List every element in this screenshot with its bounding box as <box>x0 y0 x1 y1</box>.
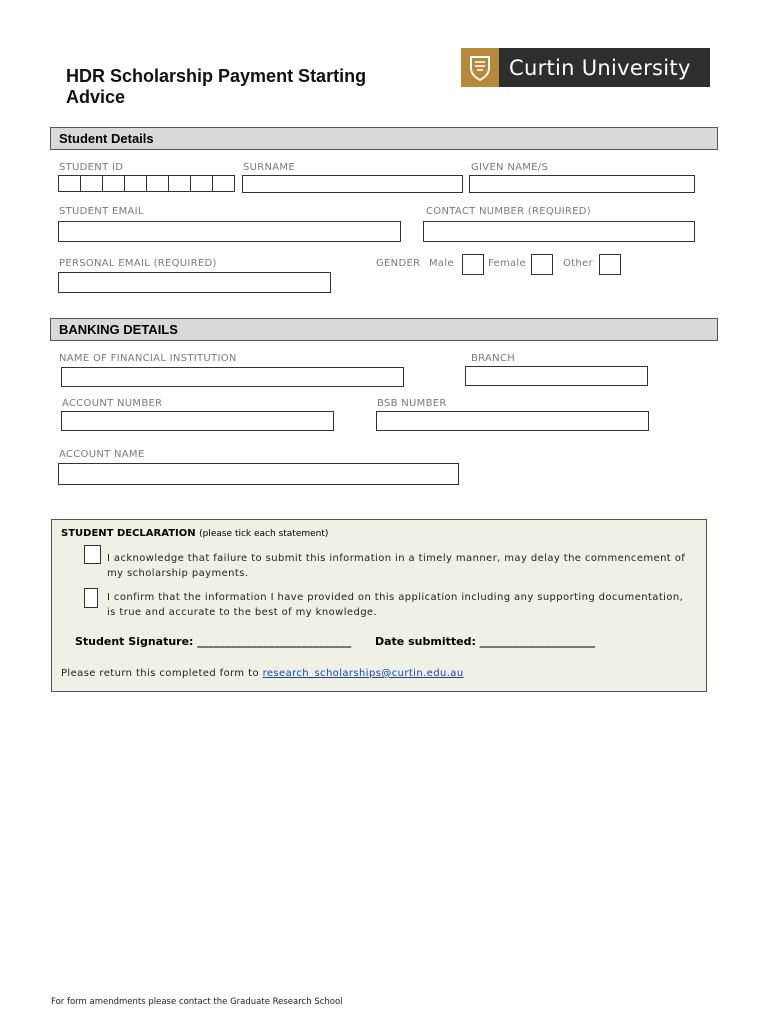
acknowledge-statement: I acknowledge that failure to submit this information in a timely manner, may delay the commencement of my scholarship payments. <box>107 553 686 579</box>
gender-male-label: Male <box>429 258 454 269</box>
account-number-label: ACCOUNT NUMBER <box>62 398 163 409</box>
confirm-checkbox[interactable] <box>84 588 98 608</box>
footer-note: For form amendments please contact the Graduate Research School <box>51 997 343 1007</box>
surname-label: SURNAME <box>243 162 295 173</box>
student-email-label: STUDENT EMAIL <box>59 206 144 217</box>
personal-email-label: PERSONAL EMAIL (REQUIRED) <box>59 258 217 269</box>
acknowledge-checkbox[interactable] <box>84 545 101 564</box>
date-submitted-line[interactable]: Date submitted: _____________________ <box>375 635 596 648</box>
institution-label: NAME OF FINANCIAL INSTITUTION <box>59 353 237 364</box>
branch-input[interactable] <box>465 366 648 386</box>
student-id-digit[interactable] <box>58 175 81 192</box>
surname-input[interactable] <box>242 175 463 193</box>
student-id-digit[interactable] <box>190 175 213 192</box>
gender-female-checkbox[interactable] <box>531 254 553 275</box>
declaration-heading <box>61 528 328 539</box>
return-text: Please return this completed form to <box>61 668 259 679</box>
given-names-input[interactable] <box>469 175 695 193</box>
curtin-logo <box>461 48 710 87</box>
student-id-digit[interactable] <box>124 175 147 192</box>
student-id-digit[interactable] <box>212 175 235 192</box>
gender-other-label: Other <box>563 258 593 269</box>
contact-number-input[interactable] <box>423 221 695 242</box>
given-names-label: GIVEN NAME/S <box>471 162 549 173</box>
declaration-panel <box>51 519 707 692</box>
branch-label: BRANCH <box>471 353 516 364</box>
account-number-input[interactable] <box>61 411 334 431</box>
declaration-heading-note: (please tick each statement) <box>199 529 329 539</box>
return-instruction <box>61 666 464 681</box>
institution-input[interactable] <box>61 367 404 387</box>
confirm-statement: I confirm that the information I have provided on this application including any supporting documentation, is true and accurate to the best of my knowledge. <box>107 592 684 618</box>
student-id-digit[interactable] <box>168 175 191 192</box>
page-title: HDR Scholarship Payment Starting Advice <box>66 66 367 107</box>
bsb-number-label: BSB NUMBER <box>377 398 447 409</box>
declaration-heading-text: STUDENT DECLARATION <box>61 528 196 539</box>
gender-female-label: Female <box>488 258 526 269</box>
student-id-digit[interactable] <box>80 175 103 192</box>
student-email-input[interactable] <box>58 221 401 242</box>
return-email-link[interactable]: research_scholarships@curtin.edu.au <box>262 668 464 679</box>
student-id-label: STUDENT ID <box>59 162 124 173</box>
gender-label: GENDER <box>376 258 421 269</box>
bsb-number-input[interactable] <box>376 411 649 431</box>
student-signature-line[interactable]: Student Signature: ____________________________ <box>75 635 352 648</box>
student-id-field[interactable] <box>58 175 234 192</box>
banking-details-heading: BANKING DETAILS <box>50 318 718 341</box>
student-id-digit[interactable] <box>102 175 125 192</box>
account-name-input[interactable] <box>58 463 459 485</box>
personal-email-input[interactable] <box>58 272 331 293</box>
gender-male-checkbox[interactable] <box>462 254 484 275</box>
gender-other-checkbox[interactable] <box>599 254 621 275</box>
student-id-digit[interactable] <box>146 175 169 192</box>
account-name-label: ACCOUNT NAME <box>59 449 145 460</box>
student-details-heading: Student Details <box>50 127 718 150</box>
contact-number-label: CONTACT NUMBER (REQUIRED) <box>426 206 592 217</box>
logo-text: Curtin University <box>509 55 691 80</box>
shield-crest-icon <box>461 48 499 87</box>
